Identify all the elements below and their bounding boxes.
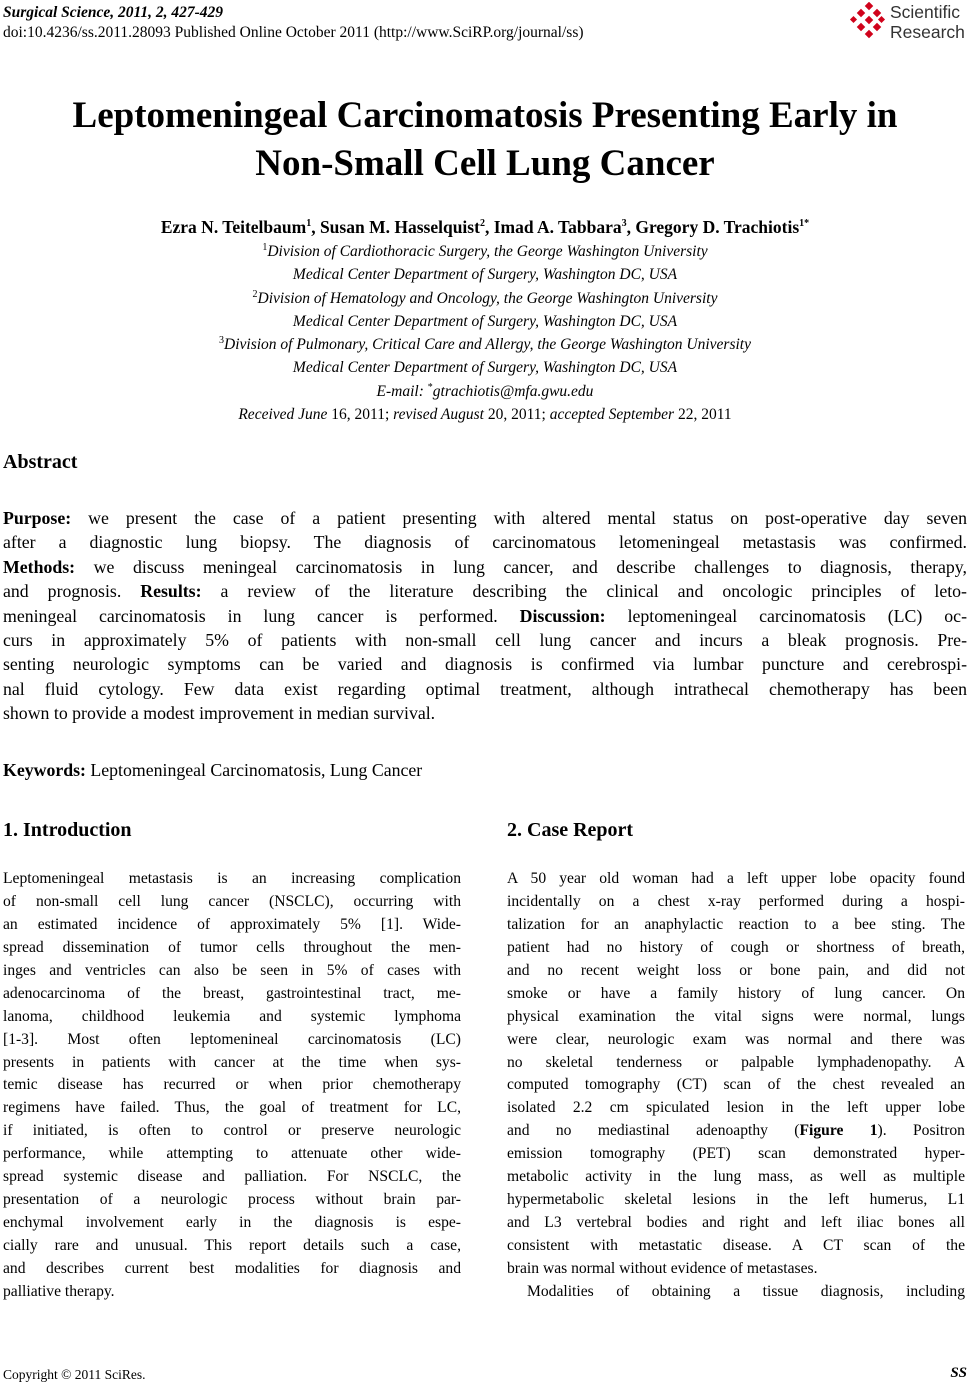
- affiliation-3: [0, 333, 970, 356]
- title-line-1: Leptomeningeal Carcinomatosis Presenting Early in: [72, 95, 898, 136]
- intro-line: [1-3]. Most often leptomenineal carcinomatosis (LC): [3, 1030, 461, 1048]
- abstract-line-9: shown to provide a modest improvement in median survival.: [3, 703, 436, 724]
- accepted-label: accepted September: [549, 406, 675, 424]
- case-report-line: computed tomography (CT) scan of the chest revealed an: [507, 1076, 965, 1094]
- intro-line: presentation of a neurologic process without brain par-: [3, 1191, 461, 1209]
- intro-line: spread systemic disease and palliation. For NSCLC, the: [3, 1168, 461, 1186]
- author-2-sup: 2: [479, 218, 485, 230]
- intro-column: [3, 868, 461, 1304]
- intro-line: spread dissemination of tumor cells throughout the men-: [3, 938, 461, 956]
- case-report-line: brain was normal without evidence of metastases.: [507, 1259, 818, 1277]
- case-report-line: no skeletal tenderness or palpable lymphadenopathy. A: [507, 1053, 965, 1071]
- intro-line: enchymal involvement early in the diagnosis is espe-: [3, 1214, 461, 1232]
- case-report-line: patient had no history of cough or shortness of breath,: [507, 938, 965, 956]
- abstract-text-3: we discuss meningeal carcinomatosis in lung cancer, and describe challenges to diagnosis, therapy,: [75, 556, 967, 577]
- received-label: Received June: [238, 406, 328, 424]
- abstract-line-3: [3, 555, 967, 579]
- email-label: E-mail:: [376, 382, 428, 400]
- figure-line-post: ). Positron: [877, 1122, 965, 1140]
- email-sup: *: [427, 381, 433, 393]
- intro-heading: 1. Introduction: [3, 819, 132, 841]
- received-dates: [0, 403, 970, 426]
- keywords-label: Keywords:: [3, 760, 86, 780]
- intro-line: temic disease has recurred or when prior chemotherapy: [3, 1076, 461, 1094]
- case-report-line: physical examination the vital signs were normal, lungs: [507, 1007, 965, 1025]
- affiliation-1: [0, 240, 970, 263]
- abstract-text-4c: a review of the literature describing the clinical and oncologic principles of leto-: [201, 581, 967, 602]
- purpose-label: Purpose:: [3, 508, 72, 528]
- affiliation-3-line-2: Medical Center Department of Surgery, Washington DC, USA: [292, 359, 678, 377]
- aff-3-division: Division of Pulmonary, Critical Care and Allergy: [224, 336, 530, 354]
- case-report-line: consistent with metastatic disease. A CT scan of the: [507, 1237, 965, 1254]
- intro-line: cially rare and unusual. This report details such a case,: [3, 1237, 461, 1254]
- scirp-logo-icon: [848, 2, 888, 42]
- abstract-text-1: we present the case of a patient presenting with altered mental status on post-operative day seven: [71, 508, 967, 528]
- abstract-line-7: senting neurologic symptoms can be varied and diagnosis is confirmed via lumbar puncture and cerebrospi-: [3, 654, 967, 675]
- case-report-line: hypermetabolic skeletal lesions in the left humerus, L1: [507, 1191, 965, 1209]
- revised-date: 20, 2011;: [483, 406, 550, 424]
- intro-line: presents in patients with cancer at the time when sys-: [3, 1053, 461, 1071]
- journal-header: [3, 3, 584, 43]
- abstract-line-5: [3, 604, 967, 628]
- revised-label: revised August: [393, 406, 484, 424]
- aff-2-sup: 2: [252, 288, 258, 300]
- abstract-text-4a: and prognosis.: [3, 581, 141, 602]
- citation-text: , 2011, 2, 427-429: [110, 4, 224, 21]
- journal-abbreviation: SS: [950, 1365, 967, 1381]
- accepted-date: 22, 2011: [674, 406, 732, 424]
- intro-line: and describes current best modalities for diagnosis and: [3, 1259, 461, 1277]
- keywords-list: Leptomeningeal Carcinomatosis, Lung Cancer: [85, 760, 423, 780]
- aff-1-sup: 1: [262, 241, 268, 253]
- intro-line: lanoma, childhood leukemia and systemic lymphoma: [3, 1007, 461, 1025]
- copyright: Copyright © 2011 SciRes.: [3, 1367, 146, 1382]
- case-report-line: metabolic activity in the lung mass, as well as multiple: [507, 1168, 965, 1186]
- journal-citation: [3, 3, 584, 23]
- intro-line: palliative therapy.: [3, 1282, 115, 1300]
- abstract-line-1: [3, 506, 967, 530]
- aff-1-university: , the George Washington University: [486, 243, 708, 260]
- paper-title: [0, 92, 970, 188]
- author-2: , Susan M. Hasselquist: [311, 217, 480, 237]
- doi-line: doi:10.4236/ss.2011.28093 Published Online October 2011 (http://www.SciRP.org/journal/ss): [3, 24, 584, 41]
- abstract-heading: Abstract: [3, 451, 78, 473]
- received-date: 16, 2011;: [327, 406, 394, 424]
- case-report-lines-b: [507, 1143, 965, 1281]
- author-4: , Gregory D. Trachiotis: [626, 217, 800, 237]
- publisher-logo: [848, 2, 970, 46]
- figure-line-pre: and no mediastinal adenoapthy (: [507, 1122, 800, 1140]
- case-report-line: emission tomography (PET) scan demonstrated hyper-: [507, 1145, 965, 1163]
- case-report-line: A 50 year old woman had a left upper lobe opacity found: [507, 870, 965, 887]
- author-4-sup: 1*: [799, 218, 810, 230]
- journal-name: Surgical Science: [3, 4, 111, 21]
- author-3: , Imad A. Tabbara: [484, 217, 622, 237]
- results-label: Results:: [140, 581, 202, 602]
- case-last-line: Modalities of obtaining a tissue diagnosis, including: [527, 1282, 965, 1300]
- title-line-2: Non-Small Cell Lung Cancer: [255, 143, 715, 184]
- figure-1-link[interactable]: Figure 1: [799, 1122, 878, 1140]
- case-report-line: isolated 2.2 cm spiculated lesion in the left upper lobe: [507, 1099, 965, 1117]
- case-report-line: were clear, neurologic exam was normal and there was: [507, 1030, 965, 1048]
- author-1: Ezra N. Teitelbaum: [160, 217, 307, 237]
- author-1-sup: 1: [306, 218, 312, 230]
- aff-2-division: Division of Hematology and Oncology: [257, 289, 497, 307]
- case-report-line: incidentally on a chest x-ray performed during a hospi-: [507, 892, 965, 910]
- logo-line-1: Scientific: [890, 2, 961, 22]
- aff-3-university: , the George Washington University: [529, 336, 751, 354]
- case-report-heading: 2. Case Report: [507, 819, 634, 841]
- intro-line: regimens have failed. Thus, the goal of treatment for LC,: [3, 1099, 461, 1117]
- logo-line-2: Research: [890, 22, 965, 42]
- aff-1-division: Division of Cardiothoracic Surgery: [267, 243, 487, 260]
- intro-line: Leptomeningeal metastasis is an increasing complication: [3, 870, 461, 887]
- case-report-lines-a: [507, 868, 965, 1120]
- abstract-line-4: [3, 579, 967, 603]
- abstract-body: [3, 506, 967, 726]
- case-figure-line: [507, 1120, 965, 1143]
- logo-wordmark: [890, 2, 965, 42]
- intro-line: performance, while attempting to attenuate other wide-: [3, 1145, 461, 1163]
- intro-line: adenocarcinoma of the breast, gastrointestinal tract, me-: [3, 984, 461, 1002]
- abstract-line-8: nal fluid cytology. Few data exist regarding optimal treatment, although intrathecal chemotherapy has been: [3, 678, 967, 699]
- methods-label: Methods:: [3, 556, 76, 577]
- aff-2-university: , the George Washington University: [496, 289, 718, 307]
- intro-line: of non-small cell lung cancer (NSCLC), occurring with: [3, 892, 461, 910]
- case-report-line: smoke or have a family history of lung cancer. On: [507, 984, 965, 1002]
- author-3-sup: 3: [621, 218, 627, 230]
- author-list: [0, 216, 970, 238]
- intro-line: inges and ventricles can also be seen in 5% of cases with: [3, 961, 461, 979]
- case-report-column: [507, 868, 965, 1304]
- abstract-text-5c: leptomeningeal carcinomatosis (LC) oc-: [605, 605, 967, 626]
- keywords: [3, 758, 422, 782]
- case-report-line: talization for an anaphylactic reaction to a bee sting. The: [507, 915, 965, 933]
- discussion-label: Discussion:: [519, 605, 606, 626]
- affiliations: [0, 240, 970, 426]
- affiliation-2-line-2: Medical Center Department of Surgery, Washington DC, USA: [292, 312, 678, 330]
- case-report-line: and no recent weight loss or bone pain, and did not: [507, 961, 965, 979]
- case-report-line: and L3 vertebral bodies and right and left iliac bones all: [507, 1214, 965, 1232]
- abstract-line-2: after a diagnostic lung biopsy. The diagnosis of carcinomatous letomeningeal metastasis was confirmed.: [3, 532, 967, 553]
- email-line: [0, 380, 970, 403]
- email-address[interactable]: gtrachiotis@mfa.gwu.edu: [432, 382, 594, 400]
- intro-line: if initiated, is often to control or preserve neurologic: [3, 1122, 461, 1140]
- aff-3-sup: 3: [219, 335, 225, 347]
- affiliation-1-line-2: Medical Center Department of Surgery, Washington DC, USA: [292, 266, 678, 284]
- affiliation-2: [0, 287, 970, 310]
- abstract-text-5a: meningeal carcinomatosis in lung cancer is performed.: [3, 605, 520, 626]
- abstract-line-6: curs in approximately 5% of patients with non-small cell lung cancer and incurs a bleak prognosis. Pre-: [3, 630, 967, 651]
- intro-line: an estimated incidence of approximately 5% [1]. Wide-: [3, 915, 461, 933]
